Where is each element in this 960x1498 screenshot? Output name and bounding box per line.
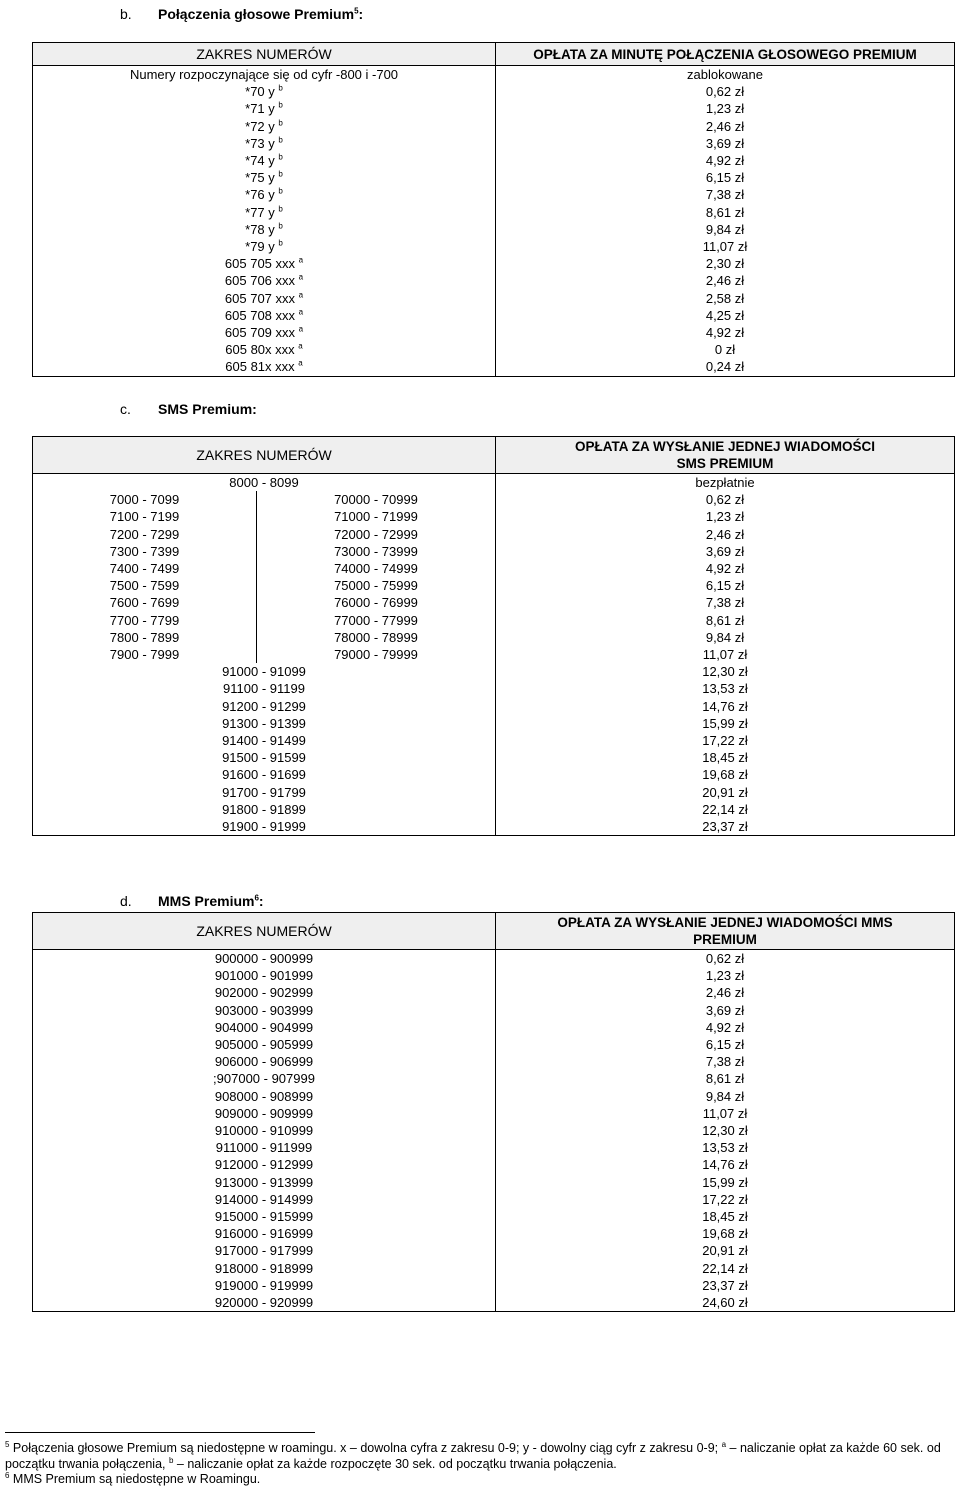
table-row (33, 526, 955, 543)
mms-fee: 8,61 zł (496, 1070, 955, 1087)
voice-fee: 2,46 zł (496, 272, 955, 289)
voice-range-cell (33, 118, 496, 135)
voice-range-note: b (278, 118, 283, 128)
table-row (33, 341, 955, 358)
voice-table (32, 42, 955, 377)
mms-fee: 13,53 zł (496, 1139, 955, 1156)
mms-range: 910000 - 910999 (33, 1122, 496, 1139)
voice-fee: 0 zł (496, 341, 955, 358)
voice-range-note: b (278, 83, 283, 93)
table-row (33, 474, 955, 492)
sms-range: 91400 - 91499 (33, 732, 496, 749)
mms-range: 920000 - 920999 (33, 1294, 496, 1312)
table-row (33, 715, 955, 732)
voice-range-note: b (278, 187, 283, 197)
table-row (33, 135, 955, 152)
voice-range: 605 80x xxx (225, 342, 295, 358)
sms-fee: 3,69 zł (496, 543, 955, 560)
voice-fee: 0,62 zł (496, 83, 955, 100)
voice-heading (120, 6, 363, 22)
voice-range-cell (33, 290, 496, 307)
voice-range-note: b (278, 101, 283, 111)
sms-fee: 15,99 zł (496, 715, 955, 732)
footnote-6-number: 6 (5, 1470, 10, 1480)
mms-range: 900000 - 900999 (33, 950, 496, 968)
sms-fee: 2,46 zł (496, 526, 955, 543)
voice-fee: 2,30 zł (496, 255, 955, 272)
voice-range-cell (33, 324, 496, 341)
table-row (33, 1053, 955, 1070)
voice-heading-letter: b. (120, 6, 132, 22)
table-row (33, 984, 955, 1001)
voice-range-cell (33, 100, 496, 117)
mms-fee: 3,69 zł (496, 1002, 955, 1019)
voice-range-cell (33, 83, 496, 100)
sms-col-fee-line1: OPŁATA ZA WYSŁANIE JEDNEJ WIADOMOŚCI (574, 439, 875, 454)
table-row (33, 766, 955, 783)
sms-heading-text: SMS Premium: (158, 401, 257, 417)
voice-range-note: b (278, 238, 283, 248)
mms-range: 913000 - 913999 (33, 1174, 496, 1191)
voice-fee: 3,69 zł (496, 135, 955, 152)
voice-range: *71 y (245, 101, 275, 117)
mms-heading-text: MMS Premium (158, 893, 255, 909)
voice-range: *75 y (245, 170, 275, 186)
sms-range-short: 7900 - 7999 (33, 646, 257, 663)
mms-table (32, 912, 955, 1312)
mms-heading-note: 6 (254, 893, 259, 903)
table-row (33, 801, 955, 818)
mms-col-fee (496, 913, 955, 950)
sms-fee: 11,07 zł (496, 646, 955, 663)
table-row (33, 680, 955, 697)
voice-range: *78 y (245, 221, 275, 237)
table-row (33, 186, 955, 203)
sms-range-long: 70000 - 70999 (257, 491, 496, 508)
voice-range: *70 y (245, 84, 275, 100)
mms-range: 906000 - 906999 (33, 1053, 496, 1070)
voice-col-fee: OPŁATA ZA MINUTĘ POŁĄCZENIA GŁOSOWEGO PREMIUM (496, 43, 955, 66)
sms-fee: 14,76 zł (496, 698, 955, 715)
sms-range-long: 79000 - 79999 (257, 646, 496, 663)
sms-heading-letter: c. (120, 401, 131, 417)
table-row (33, 324, 955, 341)
sms-fee: 20,91 zł (496, 784, 955, 801)
table-row (33, 1242, 955, 1259)
table-row (33, 204, 955, 221)
voice-fee: 7,38 zł (496, 186, 955, 203)
voice-fee: 4,25 zł (496, 307, 955, 324)
mms-fee: 4,92 zł (496, 1019, 955, 1036)
table-row (33, 307, 955, 324)
sms-range-long: 75000 - 75999 (257, 577, 496, 594)
voice-range-note: b (278, 152, 283, 162)
voice-range-note: a (298, 290, 304, 300)
mms-fee: 9,84 zł (496, 1088, 955, 1105)
voice-fee: 6,15 zł (496, 169, 955, 186)
mms-fee: 20,91 zł (496, 1242, 955, 1259)
mms-range: 902000 - 902999 (33, 984, 496, 1001)
table-row (33, 358, 955, 376)
table-row (33, 1070, 955, 1087)
mms-fee: 1,23 zł (496, 967, 955, 984)
sms-range-short: 7000 - 7099 (33, 491, 257, 508)
mms-fee: 15,99 zł (496, 1174, 955, 1191)
sms-fee: 7,38 zł (496, 594, 955, 611)
table-row (33, 169, 955, 186)
voice-range-cell (33, 255, 496, 272)
table-row (33, 1156, 955, 1173)
sms-range-short: 7300 - 7399 (33, 543, 257, 560)
voice-range-note: b (278, 204, 283, 214)
footnote-5-text-a: Połączenia głosowe Premium są niedostępne w roamingu. x – dowolna cyfra z zakresu 0-9; y - dowolny ciąg cyfr z zakresu 0-9; (9, 1441, 722, 1455)
sms-fee: 0,62 zł (496, 491, 955, 508)
mms-fee: 19,68 zł (496, 1225, 955, 1242)
table-row (33, 663, 955, 680)
voice-range-note: b (278, 221, 283, 231)
footnote-5 (5, 1441, 957, 1472)
sms-fee: 22,14 zł (496, 801, 955, 818)
mms-range: 901000 - 901999 (33, 967, 496, 984)
table-row (33, 1105, 955, 1122)
footnote-6-text: MMS Premium są niedostępne w Roamingu. (9, 1472, 261, 1486)
mms-range: 904000 - 904999 (33, 1019, 496, 1036)
footnote-5-number: 5 (5, 1439, 10, 1449)
mms-fee: 23,37 zł (496, 1277, 955, 1294)
mms-range: ;907000 - 907999 (33, 1070, 496, 1087)
sms-col-range: ZAKRES NUMERÓW (33, 437, 496, 474)
sms-fee: 12,30 zł (496, 663, 955, 680)
mms-fee: 12,30 zł (496, 1122, 955, 1139)
sms-range-short: 7800 - 7899 (33, 629, 257, 646)
voice-range: 605 706 xxx (224, 273, 296, 289)
voice-fee: 11,07 zł (496, 238, 955, 255)
table-row (33, 577, 955, 594)
mms-range: 911000 - 911999 (33, 1139, 496, 1156)
mms-heading-tail: : (258, 893, 264, 909)
sms-range-short: 7100 - 7199 (33, 508, 257, 525)
voice-heading-note: 5 (354, 6, 359, 16)
voice-range: 605 708 xxx (224, 307, 296, 323)
table-row (33, 1002, 955, 1019)
table-row (33, 1225, 955, 1242)
sms-range-long: 73000 - 73999 (257, 543, 496, 560)
voice-range-note: a (298, 359, 303, 369)
voice-fee: zablokowane (496, 66, 955, 84)
table-row (33, 543, 955, 560)
voice-range: 605 705 xxx (224, 256, 296, 272)
sms-range-long: 74000 - 74999 (257, 560, 496, 577)
voice-fee: 2,58 zł (496, 290, 955, 307)
mms-fee: 17,22 zł (496, 1191, 955, 1208)
voice-range: 605 707 xxx (224, 290, 296, 306)
mms-fee: 7,38 zł (496, 1053, 955, 1070)
sms-heading (120, 401, 257, 417)
sms-range-short: 7500 - 7599 (33, 577, 257, 594)
sms-fee: 19,68 zł (496, 766, 955, 783)
voice-range-cell (33, 238, 496, 255)
table-row (33, 508, 955, 525)
sms-table (32, 436, 955, 836)
mms-range: 908000 - 908999 (33, 1088, 496, 1105)
table-row (33, 749, 955, 766)
table-row (33, 1294, 955, 1312)
voice-range: *79 y (245, 239, 275, 255)
table-row (33, 1088, 955, 1105)
sms-range: 91900 - 91999 (33, 818, 496, 836)
sms-range: 91200 - 91299 (33, 698, 496, 715)
sms-range-long: 77000 - 77999 (257, 612, 496, 629)
sms-range: 91700 - 91799 (33, 784, 496, 801)
footnote-6 (5, 1472, 957, 1488)
sms-fee: 1,23 zł (496, 508, 955, 525)
mms-range: 919000 - 919999 (33, 1277, 496, 1294)
sms-fee: bezpłatnie (496, 474, 955, 492)
sms-range-long: 76000 - 76999 (257, 594, 496, 611)
table-row (33, 1277, 955, 1294)
mms-range: 918000 - 918999 (33, 1260, 496, 1277)
sms-fee: 18,45 zł (496, 749, 955, 766)
footnotes (5, 1441, 957, 1488)
voice-range-cell (33, 221, 496, 238)
voice-table-body (33, 66, 955, 377)
sms-fee: 23,37 zł (496, 818, 955, 836)
mms-table-body (33, 950, 955, 1312)
mms-range: 912000 - 912999 (33, 1156, 496, 1173)
table-row (33, 1122, 955, 1139)
sms-range-long: 71000 - 71999 (257, 508, 496, 525)
voice-fee: 2,46 zł (496, 118, 955, 135)
table-row (33, 66, 955, 84)
voice-range-cell (33, 272, 496, 289)
table-row (33, 560, 955, 577)
table-row (33, 732, 955, 749)
voice-range: Numery rozpoczynające się od cyfr -800 i -700 (129, 67, 399, 82)
sms-range: 8000 - 8099 (33, 474, 496, 492)
table-row (33, 1019, 955, 1036)
voice-heading-tail: : (358, 6, 364, 22)
voice-range-note: a (298, 307, 304, 317)
footnote-5-text-c: – naliczanie opłat za każde rozpoczęte 30 sek. od początku trwania połączenia. (173, 1456, 617, 1471)
sms-range: 91500 - 91599 (33, 749, 496, 766)
voice-range-note: a (298, 273, 304, 283)
mms-fee: 11,07 zł (496, 1105, 955, 1122)
voice-range: *77 y (245, 204, 275, 220)
table-row (33, 221, 955, 238)
mms-col-fee-line1: OPŁATA ZA WYSŁANIE JEDNEJ WIADOMOŚCI MMS (557, 915, 893, 930)
voice-range-cell (33, 204, 496, 221)
sms-range: 91000 - 91099 (33, 663, 496, 680)
voice-range-cell (33, 66, 496, 84)
voice-range: *76 y (245, 187, 275, 203)
mms-range: 903000 - 903999 (33, 1002, 496, 1019)
mms-range: 914000 - 914999 (33, 1191, 496, 1208)
footnote-separator (5, 1432, 315, 1433)
sms-range: 91800 - 91899 (33, 801, 496, 818)
table-row (33, 1260, 955, 1277)
mms-fee: 2,46 zł (496, 984, 955, 1001)
footnote-5-sup-a: a (721, 1439, 727, 1449)
mms-col-range: ZAKRES NUMERÓW (33, 913, 496, 950)
sms-fee: 9,84 zł (496, 629, 955, 646)
mms-fee: 24,60 zł (496, 1294, 955, 1312)
voice-range: *73 y (245, 135, 275, 151)
sms-fee: 13,53 zł (496, 680, 955, 697)
mms-range: 909000 - 909999 (33, 1105, 496, 1122)
mms-col-fee-line2: PREMIUM (693, 932, 757, 947)
voice-range: *72 y (245, 118, 275, 134)
sms-col-fee-line2: SMS PREMIUM (676, 456, 774, 471)
sms-fee: 17,22 zł (496, 732, 955, 749)
sms-range: 91300 - 91399 (33, 715, 496, 732)
mms-fee: 6,15 zł (496, 1036, 955, 1053)
mms-range: 905000 - 905999 (33, 1036, 496, 1053)
table-row (33, 491, 955, 508)
table-row (33, 83, 955, 100)
voice-range: 605 709 xxx (224, 325, 296, 341)
table-row (33, 629, 955, 646)
mms-fee: 14,76 zł (496, 1156, 955, 1173)
sms-fee: 4,92 zł (496, 560, 955, 577)
voice-range-note: b (278, 169, 283, 179)
sms-fee: 6,15 zł (496, 577, 955, 594)
voice-fee: 4,92 zł (496, 152, 955, 169)
table-row (33, 1208, 955, 1225)
mms-range: 915000 - 915999 (33, 1208, 496, 1225)
sms-range-long: 72000 - 72999 (257, 526, 496, 543)
voice-col-range: ZAKRES NUMERÓW (33, 43, 496, 66)
voice-range-cell (33, 152, 496, 169)
table-row (33, 784, 955, 801)
table-row (33, 272, 955, 289)
footnote-5-text-b: – naliczanie opłat za każde 60 sek. od początku trwania połączenia, (5, 1441, 941, 1471)
voice-range: *74 y (245, 153, 275, 169)
sms-range: 91600 - 91699 (33, 766, 496, 783)
table-row (33, 698, 955, 715)
voice-range-note: a (298, 255, 304, 265)
mms-heading (120, 893, 264, 909)
table-row (33, 612, 955, 629)
sms-table-body (33, 474, 955, 836)
sms-range-long: 78000 - 78999 (257, 629, 496, 646)
sms-range: 91100 - 91199 (33, 680, 496, 697)
table-row (33, 290, 955, 307)
mms-heading-letter: d. (120, 893, 132, 909)
voice-fee: 9,84 zł (496, 221, 955, 238)
voice-range-cell (33, 341, 496, 358)
sms-col-fee (496, 437, 955, 474)
voice-fee: 0,24 zł (496, 358, 955, 376)
table-row (33, 1174, 955, 1191)
table-row (33, 100, 955, 117)
voice-range-cell (33, 169, 496, 186)
voice-range-note: b (278, 135, 283, 145)
voice-fee: 4,92 zł (496, 324, 955, 341)
voice-range-note: a (298, 341, 303, 351)
table-row (33, 967, 955, 984)
table-row (33, 255, 955, 272)
voice-fee: 8,61 zł (496, 204, 955, 221)
mms-fee: 22,14 zł (496, 1260, 955, 1277)
table-row (33, 818, 955, 836)
voice-range-cell (33, 186, 496, 203)
footnote-5-sup-b: b (168, 1455, 174, 1465)
sms-range-short: 7200 - 7299 (33, 526, 257, 543)
mms-range: 917000 - 917999 (33, 1242, 496, 1259)
table-row (33, 238, 955, 255)
table-row (33, 1036, 955, 1053)
table-row (33, 152, 955, 169)
mms-fee: 0,62 zł (496, 950, 955, 968)
sms-range-short: 7600 - 7699 (33, 594, 257, 611)
voice-range-cell (33, 307, 496, 324)
table-row (33, 594, 955, 611)
table-row (33, 118, 955, 135)
voice-fee: 1,23 zł (496, 100, 955, 117)
table-row (33, 646, 955, 663)
table-row (33, 1191, 955, 1208)
voice-range: 605 81x xxx (225, 359, 295, 375)
table-row (33, 950, 955, 968)
voice-range-cell (33, 135, 496, 152)
sms-fee: 8,61 zł (496, 612, 955, 629)
voice-heading-text: Połączenia głosowe Premium (158, 6, 355, 22)
mms-range: 916000 - 916999 (33, 1225, 496, 1242)
table-row (33, 1139, 955, 1156)
voice-range-note: a (298, 324, 304, 334)
voice-range-cell (33, 358, 496, 376)
sms-range-short: 7700 - 7799 (33, 612, 257, 629)
sms-range-short: 7400 - 7499 (33, 560, 257, 577)
mms-fee: 18,45 zł (496, 1208, 955, 1225)
